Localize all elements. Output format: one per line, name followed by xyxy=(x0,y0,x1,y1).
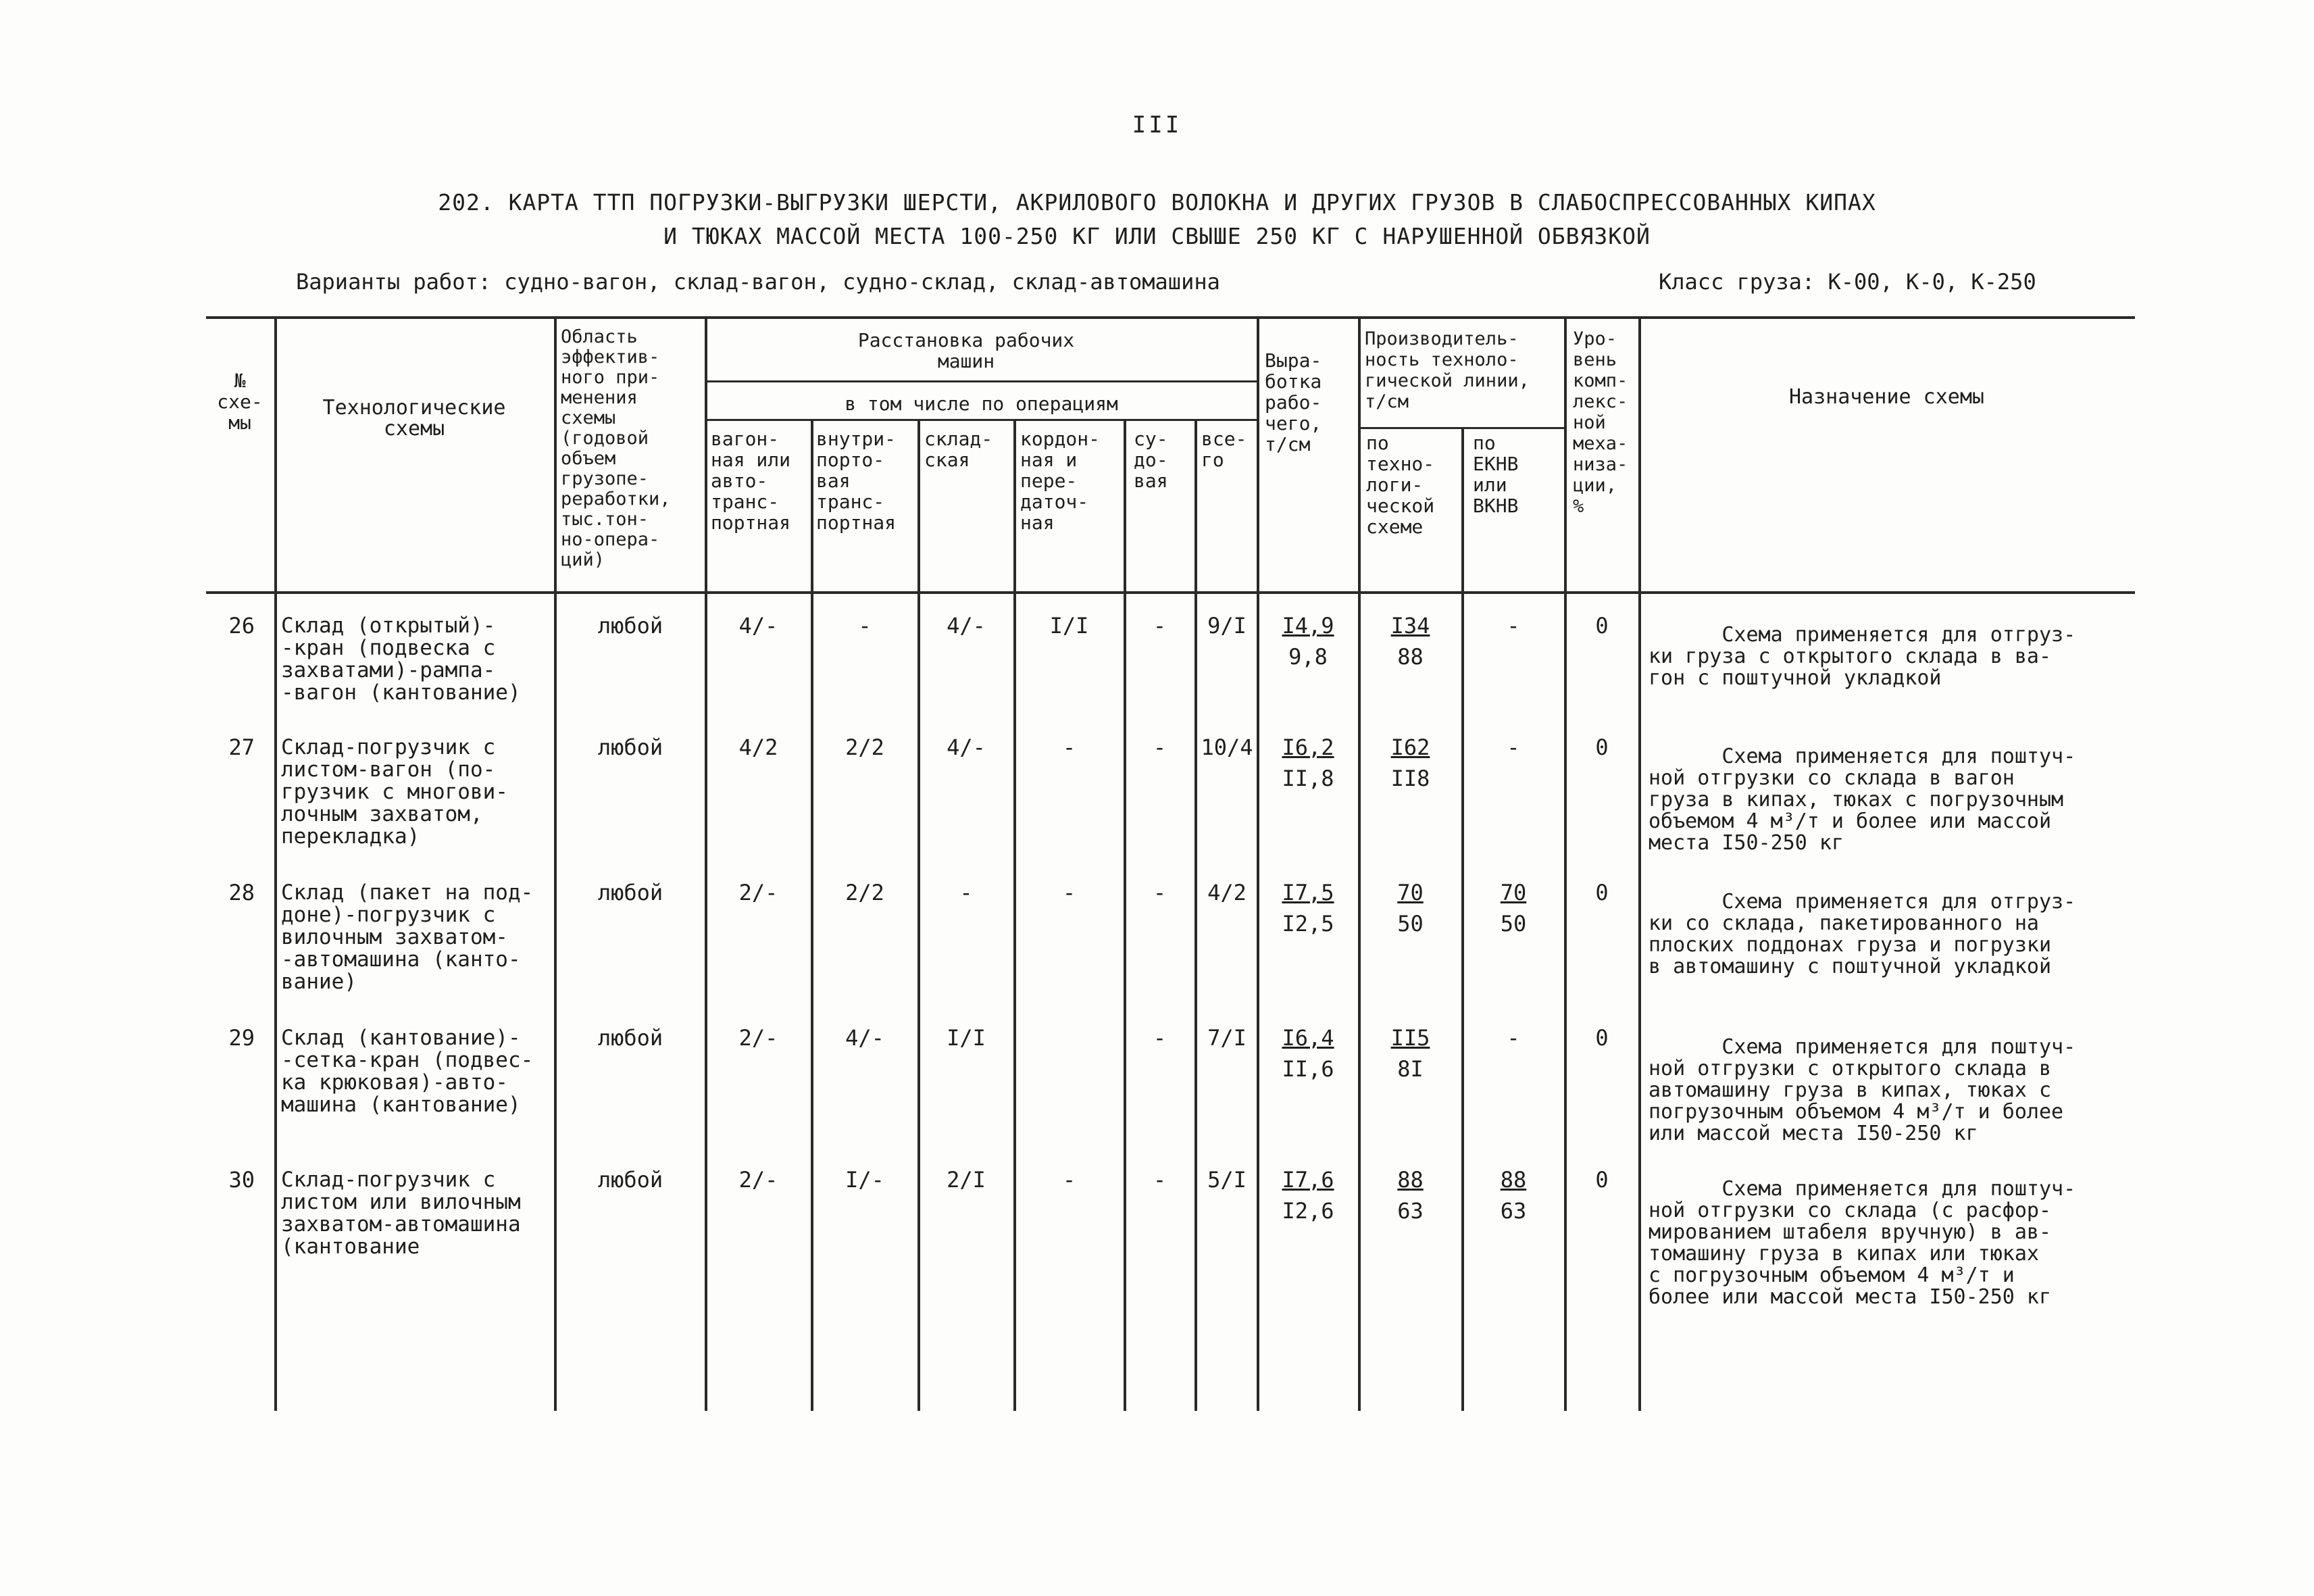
header-bottom-rule xyxy=(206,591,2135,594)
row-eknv-top: 88 xyxy=(1500,1167,1527,1193)
row-inport: 4/- xyxy=(845,1025,884,1051)
row-warehouse: I/I xyxy=(947,1025,986,1051)
header-mechanization-level: Уро- вень комп- лекс- ной меха- низа- ции, % xyxy=(1573,328,1628,517)
header-line-productivity: Производитель- ность техноло- гической линии, т/см xyxy=(1365,328,1530,412)
row-cordon: - xyxy=(1062,734,1076,760)
page-number: III xyxy=(1132,111,1182,139)
row-num: 26 xyxy=(228,613,255,639)
col-divider xyxy=(1257,316,1259,1411)
row-output-bottom: II,6 xyxy=(1282,1056,1334,1082)
row-ship: - xyxy=(1153,734,1167,760)
row-scheme: Склад (кантование)- -сетка-кран (подвес- ка крюковая)-авто- машина (кантование) xyxy=(281,1026,534,1117)
header-warehouse: склад- ская xyxy=(924,428,993,471)
header-ship: су- до- вая xyxy=(1134,428,1168,492)
row-eknv-top: - xyxy=(1507,613,1520,639)
row-mech: 0 xyxy=(1595,734,1609,760)
header-total: все- го xyxy=(1201,428,1247,471)
row-warehouse: 4/- xyxy=(947,613,986,639)
row-mech: 0 xyxy=(1595,1167,1609,1193)
header-machine-placement: Расстановка рабочих машин xyxy=(857,329,1075,372)
row-prod-bottom: II8 xyxy=(1390,766,1430,791)
row-prod-bottom: 63 xyxy=(1397,1198,1424,1224)
table-top-rule xyxy=(206,316,2135,319)
row-area: любой xyxy=(597,734,663,760)
cargo-class: Класс груза: К-00, К-0, К-250 xyxy=(1659,269,2036,295)
document-title-line-2: И ТЮКАХ МАССОЙ МЕСТА 100-250 КГ ИЛИ СВЫШЕ 250 КГ С НАРУШЕННОЙ ОБВЯЗКОЙ xyxy=(663,223,1651,249)
row-purpose: Схема применяется для поштуч- ной отгрузки с открытого склада в автомашину груза в кипах, тюках с погрузочным объемом 4 м³/т и более или массой места I50-250 кг xyxy=(1649,1035,2076,1145)
row-inport: I/- xyxy=(845,1167,884,1193)
row-num: 27 xyxy=(228,734,255,760)
row-scheme: Склад-погрузчик с листом-вагон (по- грузчик с многови- лочным захватом, перекладка) xyxy=(281,735,508,849)
row-num: 30 xyxy=(228,1167,255,1193)
document-title-line-1: 202. КАРТА ТТП ПОГРУЗКИ-ВЫГРУЗКИ ШЕРСТИ, АКРИЛОВОГО ВОЛОКНА И ДРУГИХ ГРУЗОВ В СЛАБОСПРЕССОВАННЫХ КИПАХ xyxy=(438,189,1876,216)
header-by-scheme: по техно- логи- ческой схеме xyxy=(1366,432,1435,538)
row-purpose: Схема применяется для отгруз- ки со склада, пакетированного на плоских поддонах груза и погрузки в автомашину с поштучной укладкой xyxy=(1649,890,2076,978)
col-divider xyxy=(705,316,707,1411)
row-output-top: I7,6 xyxy=(1282,1167,1334,1193)
row-purpose: Схема применяется для отгруз- ки груза с открытого склада в ва- гон с поштучной укладкой xyxy=(1649,623,2076,690)
row-prod-top: II5 xyxy=(1390,1025,1430,1051)
row-eknv-top: 70 xyxy=(1500,880,1527,905)
row-inport: - xyxy=(858,613,872,639)
row-cordon: - xyxy=(1062,880,1076,905)
row-mech: 0 xyxy=(1595,1025,1609,1051)
row-area: любой xyxy=(597,613,663,639)
row-prod-top: 70 xyxy=(1397,880,1424,905)
row-prod-bottom: 50 xyxy=(1397,911,1424,937)
row-area: любой xyxy=(597,1167,663,1193)
row-eknv-top: - xyxy=(1507,734,1520,760)
row-output-bottom: 9,8 xyxy=(1288,644,1328,670)
header-by-operations: в том числе по операциям xyxy=(845,393,1118,415)
row-purpose: Схема применяется для поштуч- ной отгрузки со склада в вагон груза в кипах, тюках с погрузочным объемом 4 м³/т и более или массой места I50-250 кг xyxy=(1649,745,2076,855)
row-output-bottom: II,8 xyxy=(1282,766,1334,791)
header-by-eknv: по ЕКНВ или ВКНВ xyxy=(1473,432,1519,517)
row-total: 7/I xyxy=(1207,1025,1247,1051)
row-output-top: I6,4 xyxy=(1282,1025,1334,1051)
row-area: любой xyxy=(597,880,663,905)
header-purpose: Назначение схемы xyxy=(1789,385,1984,409)
row-wagon: 4/2 xyxy=(738,734,778,760)
header-wagon: вагон- ная или авто- транс- портная xyxy=(711,428,791,534)
row-eknv-top: - xyxy=(1507,1025,1520,1051)
row-ship: - xyxy=(1153,613,1167,639)
row-output-bottom: I2,6 xyxy=(1282,1198,1334,1224)
col-divider xyxy=(1194,419,1197,1411)
row-ship: - xyxy=(1153,880,1167,905)
row-cordon: I/I xyxy=(1049,613,1089,639)
header-worker-output: Выра- ботка рабо- чего, т/см xyxy=(1265,349,1322,455)
col-divider xyxy=(274,316,277,1411)
row-output-top: I6,2 xyxy=(1282,734,1334,760)
row-warehouse: 4/- xyxy=(947,734,986,760)
row-scheme: Склад-погрузчик с листом или вилочным захватом-автомашина (кантование xyxy=(281,1168,521,1259)
row-wagon: 2/- xyxy=(738,1167,778,1193)
row-wagon: 2/- xyxy=(738,880,778,905)
row-prod-top: 88 xyxy=(1397,1167,1424,1193)
row-ship: - xyxy=(1153,1167,1167,1193)
row-warehouse: - xyxy=(959,880,973,905)
row-output-top: I7,5 xyxy=(1282,880,1334,905)
row-wagon: 2/- xyxy=(738,1025,778,1051)
row-prod-top: I62 xyxy=(1390,734,1430,760)
row-area: любой xyxy=(597,1025,663,1051)
header-cordon: кордон- ная и пере- даточ- ная xyxy=(1020,428,1101,534)
row-ship: - xyxy=(1153,1025,1167,1051)
col-divider xyxy=(1638,316,1641,1411)
work-variants: Варианты работ: судно-вагон, склад-вагон, судно-склад, склад-автомашина xyxy=(296,269,1220,295)
header-inport: внутри- порто- вая транс- портная xyxy=(816,428,897,534)
row-cordon: - xyxy=(1062,1167,1076,1193)
row-inport: 2/2 xyxy=(845,880,884,905)
col-divider xyxy=(554,316,557,1411)
row-inport: 2/2 xyxy=(845,734,884,760)
row-output-bottom: I2,5 xyxy=(1282,911,1334,937)
col-divider xyxy=(1358,316,1361,1411)
row-prod-top: I34 xyxy=(1390,613,1430,639)
row-prod-bottom: 8I xyxy=(1397,1056,1424,1082)
operations-subrule xyxy=(706,419,1257,421)
row-total: 4/2 xyxy=(1207,880,1247,905)
row-total: 9/I xyxy=(1207,613,1247,639)
row-eknv-bottom: 50 xyxy=(1500,911,1527,937)
header-application-area: Область эффектив- ного при- менения схемы (годовой объем грузопе- реработки, тыс.тон- но-опера- ций) xyxy=(561,326,671,570)
row-scheme: Склад (пакет на под- доне)-погрузчик с вилочным захватом- -автомашина (канто- вание) xyxy=(281,880,534,994)
row-wagon: 4/- xyxy=(738,613,778,639)
col-divider xyxy=(917,419,920,1411)
header-schemes: Технологические схемы xyxy=(322,396,506,441)
col-divider xyxy=(811,419,813,1411)
col-divider xyxy=(1564,316,1567,1411)
row-output-top: I4,9 xyxy=(1282,613,1334,639)
row-eknv-bottom: 63 xyxy=(1500,1198,1527,1224)
row-mech: 0 xyxy=(1595,880,1609,905)
row-total: 10/4 xyxy=(1201,734,1253,760)
row-num: 29 xyxy=(228,1025,255,1051)
row-purpose: Схема применяется для поштуч- ной отгрузки со склада (с расфор- мированием штабеля вручную) в ав- томашину груза в кипах или тюках с погрузочным объемом 4 м³/т и более или массой места I50-250 кг xyxy=(1649,1177,2076,1309)
row-prod-bottom: 88 xyxy=(1397,644,1424,670)
row-mech: 0 xyxy=(1595,613,1609,639)
row-num: 28 xyxy=(228,880,255,905)
row-total: 5/I xyxy=(1207,1167,1247,1193)
row-scheme: Склад (открытый)- -кран (подвеска с захватами)-рампа- -вагон (кантование) xyxy=(281,614,521,705)
header-number: № схе- мы xyxy=(217,370,263,434)
col-divider xyxy=(1013,419,1016,1411)
col-divider xyxy=(1124,419,1126,1411)
row-warehouse: 2/I xyxy=(947,1167,986,1193)
placement-subrule xyxy=(706,380,1257,382)
